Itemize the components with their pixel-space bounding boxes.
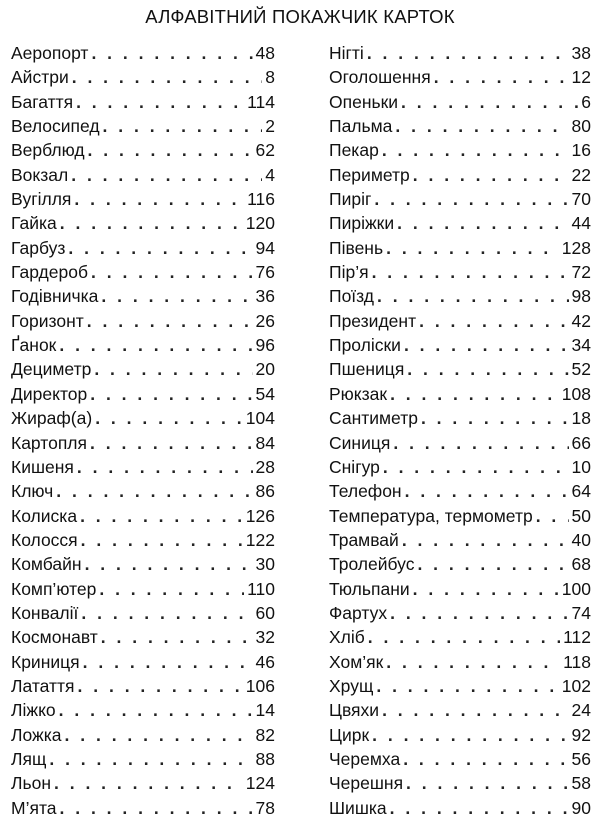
dot-leader: [81, 603, 252, 624]
dot-leader: [90, 433, 253, 454]
dot-leader: [376, 676, 558, 697]
entry-page-number: 48: [255, 43, 275, 63]
entry-word: Криниця: [11, 651, 80, 672]
dot-leader: [413, 579, 559, 600]
entry-page-number: 14: [255, 700, 275, 721]
entry-page-number: 64: [571, 481, 591, 502]
dot-leader: [74, 189, 244, 210]
index-entry: [11, 433, 275, 457]
entry-page-number: 52: [571, 359, 591, 380]
dot-leader: [404, 335, 569, 356]
dot-leader: [368, 627, 560, 648]
entry-page-number: 68: [571, 554, 591, 575]
entry-word: Тролейбус: [329, 554, 415, 575]
index-entry: [329, 335, 591, 359]
entry-word: Оголошення: [329, 67, 431, 88]
entry-word: Нігті: [329, 43, 364, 63]
index-entry: [11, 140, 275, 164]
entry-page-number: 128: [561, 237, 591, 258]
index-entry: [11, 652, 275, 676]
dot-leader: [382, 140, 569, 161]
index-entry: [329, 433, 591, 457]
index-entry: [329, 238, 591, 262]
index-entry: [11, 457, 275, 481]
entry-page-number: 40: [571, 529, 591, 550]
index-entry: [329, 286, 591, 310]
index-entry: [329, 457, 591, 481]
entry-page-number: 62: [255, 140, 275, 161]
dot-leader: [91, 43, 252, 64]
entry-page-number: 102: [561, 675, 591, 696]
entry-page-number: 42: [571, 310, 591, 331]
index-entry: [11, 238, 275, 262]
entry-word: Цвяхи: [329, 700, 380, 721]
entry-word: Пшениця: [329, 359, 405, 380]
entry-word: Кишеня: [11, 456, 74, 477]
entry-page-number: 2: [265, 116, 275, 137]
entry-page-number: 82: [255, 724, 275, 745]
entry-word: Пальма: [329, 116, 393, 137]
entry-word: Пір’я: [329, 262, 369, 283]
index-entry: [11, 749, 275, 773]
index-entry: [11, 311, 275, 335]
entry-page-number: 70: [571, 189, 591, 210]
entry-word: Картопля: [11, 432, 87, 453]
index-entry: [329, 408, 591, 432]
index-column-left: [11, 43, 275, 822]
entry-word: Трамвай: [329, 529, 399, 550]
dot-leader: [419, 311, 568, 332]
dot-leader: [71, 165, 262, 186]
entry-word: Колосся: [11, 529, 78, 550]
entry-word: Директор: [11, 383, 88, 404]
index-entry: [329, 798, 591, 822]
entry-page-number: 4: [265, 164, 275, 185]
entry-page-number: 100: [561, 578, 591, 599]
index-entry: [329, 140, 591, 164]
entry-word: Рюкзак: [329, 383, 388, 404]
dot-leader: [406, 773, 568, 794]
index-entry: [329, 481, 591, 505]
index-entry: [329, 311, 591, 335]
entry-page-number: 114: [247, 91, 275, 112]
entry-word: Телефон: [329, 481, 402, 502]
entry-word: Проліски: [329, 335, 401, 356]
dot-leader: [91, 262, 253, 283]
entry-word: Синиця: [329, 432, 391, 453]
dot-leader: [390, 603, 568, 624]
dot-leader: [54, 773, 243, 794]
entry-page-number: 26: [255, 310, 275, 331]
dot-leader: [49, 749, 252, 770]
entry-page-number: 78: [255, 797, 275, 818]
index-entry: [11, 554, 275, 578]
dot-leader: [59, 335, 252, 356]
dot-leader: [390, 798, 569, 819]
dot-leader: [78, 676, 243, 697]
entry-page-number: 38: [571, 43, 591, 63]
index-entry: [329, 67, 591, 91]
index-entry: [329, 773, 591, 797]
entry-page-number: 98: [571, 286, 591, 307]
entry-word: Ґанок: [11, 335, 57, 356]
dot-leader: [374, 189, 568, 210]
index-entry: [11, 189, 275, 213]
index-entry: [329, 603, 591, 627]
index-entry: [329, 165, 591, 189]
dot-leader: [81, 530, 243, 551]
index-entry: [11, 530, 275, 554]
index-entry: [11, 335, 275, 359]
entry-page-number: 24: [571, 700, 591, 721]
dot-leader: [382, 700, 568, 721]
entry-page-number: 80: [571, 116, 591, 137]
dot-leader: [101, 627, 253, 648]
entry-page-number: 90: [571, 797, 591, 818]
index-entry: [11, 506, 275, 530]
entry-page-number: 124: [245, 773, 275, 794]
dot-leader: [383, 457, 569, 478]
entry-page-number: 46: [255, 651, 275, 672]
dot-leader: [94, 359, 252, 380]
dot-leader: [72, 67, 263, 88]
entry-word: Гарбуз: [11, 237, 66, 258]
dot-leader: [417, 554, 568, 575]
index-entry: [11, 798, 275, 822]
index-entry: [11, 165, 275, 189]
dot-leader: [393, 433, 568, 454]
entry-word: Тюльпани: [329, 578, 410, 599]
dot-leader: [56, 481, 252, 502]
index-entry: [329, 189, 591, 213]
entry-word: Латаття: [11, 675, 75, 696]
dot-leader: [80, 506, 243, 527]
dot-leader: [65, 725, 253, 746]
entry-word: Льон: [11, 773, 51, 794]
entry-page-number: 92: [571, 724, 591, 745]
entry-word: Гардероб: [11, 262, 88, 283]
entry-word: Сантиметр: [329, 408, 418, 429]
entry-page-number: 20: [255, 359, 275, 380]
entry-word: Пиріг: [329, 189, 372, 210]
dot-leader: [536, 506, 569, 527]
entry-word: Периметр: [329, 164, 410, 185]
entry-page-number: 84: [255, 432, 275, 453]
entry-page-number: 8: [265, 67, 275, 88]
entry-word: Хліб: [329, 627, 365, 648]
index-entry: [329, 92, 591, 116]
entry-word: Багаття: [11, 91, 74, 112]
index-entry: [11, 579, 275, 603]
index-entry: [11, 725, 275, 749]
entry-word: Вокзал: [11, 164, 69, 185]
index-entry: [329, 530, 591, 554]
entry-word: Ложка: [11, 724, 62, 745]
dot-leader: [83, 652, 253, 673]
entry-word: Колиска: [11, 505, 78, 526]
entry-page-number: 54: [255, 383, 275, 404]
dot-leader: [88, 140, 253, 161]
entry-word: Пекар: [329, 140, 379, 161]
dot-leader: [59, 700, 253, 721]
entry-word: Вугілля: [11, 189, 72, 210]
entry-page-number: 126: [245, 505, 275, 526]
dot-leader: [413, 165, 569, 186]
entry-page-number: 94: [255, 237, 275, 258]
entry-word: Хом’як: [329, 651, 384, 672]
index-entry: [329, 749, 591, 773]
index-entry: [329, 627, 591, 651]
entry-page-number: 116: [247, 189, 275, 210]
dot-leader: [76, 92, 244, 113]
index-entry: [11, 603, 275, 627]
entry-page-number: 108: [561, 383, 591, 404]
entry-word: Горизонт: [11, 310, 84, 331]
entry-page-number: 104: [245, 408, 275, 429]
dot-leader: [434, 67, 569, 88]
entry-page-number: 30: [255, 554, 275, 575]
entry-word: Аеропорт: [11, 43, 89, 63]
entry-page-number: 60: [255, 602, 275, 623]
dot-leader: [421, 408, 569, 429]
index-entry: [329, 359, 591, 383]
entry-word: Верблюд: [11, 140, 85, 161]
dot-leader: [377, 286, 569, 307]
dot-leader: [60, 213, 243, 234]
index-entry: [11, 92, 275, 116]
index-column-right: [329, 43, 591, 822]
index-entry: [329, 554, 591, 578]
entry-page-number: 58: [571, 773, 591, 794]
index-entry: [329, 579, 591, 603]
entry-page-number: 36: [255, 286, 275, 307]
entry-word: М’ята: [11, 797, 57, 818]
index-entry: [11, 213, 275, 237]
entry-word: Конвалії: [11, 602, 79, 623]
entry-page-number: 10: [571, 456, 591, 477]
index-entry: [11, 286, 275, 310]
index-entry: [11, 481, 275, 505]
entry-word: Поїзд: [329, 286, 375, 307]
entry-word: Жираф(а): [11, 408, 93, 429]
dot-leader: [85, 554, 253, 575]
entry-word: Велосипед: [11, 116, 100, 137]
entry-page-number: 22: [571, 164, 591, 185]
index-entry: [329, 262, 591, 286]
index-entry: [11, 408, 275, 432]
dot-leader: [99, 579, 244, 600]
index-entry: [329, 506, 591, 530]
dot-leader: [390, 384, 559, 405]
dot-leader: [395, 116, 568, 137]
index-entry: [11, 262, 275, 286]
entry-word: Опеньки: [329, 91, 399, 112]
entry-word: Хрущ: [329, 675, 374, 696]
dot-leader: [372, 725, 568, 746]
dot-leader: [397, 213, 568, 234]
entry-page-number: 44: [571, 213, 591, 234]
dot-leader: [386, 238, 559, 259]
entry-word: Пиріжки: [329, 213, 395, 234]
entry-page-number: 86: [255, 481, 275, 502]
entry-word: Температура, термометр: [329, 505, 533, 526]
entry-page-number: 106: [245, 675, 275, 696]
dot-leader: [95, 408, 243, 429]
entry-word: Черешня: [329, 773, 404, 794]
index-entry: [11, 43, 275, 67]
entry-word: Півень: [329, 237, 384, 258]
index-entry: [329, 43, 591, 67]
entry-word: Комп’ютер: [11, 578, 97, 599]
entry-page-number: 118: [563, 651, 591, 672]
index-entry: [329, 725, 591, 749]
entry-page-number: 18: [571, 408, 591, 429]
entry-page-number: 6: [581, 91, 591, 112]
dot-leader: [103, 116, 263, 137]
index-entry: [329, 652, 591, 676]
entry-word: Айстри: [11, 67, 69, 88]
index-entry: [11, 384, 275, 408]
entry-word: Дециметр: [11, 359, 92, 380]
index-entry: [11, 359, 275, 383]
entry-page-number: 110: [247, 578, 275, 599]
dot-leader: [405, 481, 569, 502]
dot-leader: [402, 530, 569, 551]
index-entry: [11, 700, 275, 724]
entry-page-number: 50: [571, 505, 591, 526]
index-entry: [329, 213, 591, 237]
entry-page-number: 120: [245, 213, 275, 234]
index-entry: [11, 627, 275, 651]
entry-word: Годівничка: [11, 286, 99, 307]
entry-page-number: 74: [571, 602, 591, 623]
entry-word: Фартух: [329, 602, 388, 623]
page-title: АЛФАВІТНИЙ ПОКАЖЧИК КАРТОК: [145, 6, 455, 27]
entry-word: Шишка: [329, 797, 387, 818]
index-entry: [11, 773, 275, 797]
entry-word: Ліжко: [11, 700, 56, 721]
entry-word: Космонавт: [11, 627, 98, 648]
dot-leader: [68, 238, 252, 259]
index-entry: [329, 676, 591, 700]
dot-leader: [87, 311, 253, 332]
entry-word: Цирк: [329, 724, 370, 745]
dot-leader: [90, 384, 252, 405]
dot-leader: [367, 43, 569, 64]
dot-leader: [60, 798, 253, 819]
entry-page-number: 12: [571, 67, 591, 88]
entry-page-number: 28: [255, 456, 275, 477]
entry-page-number: 112: [563, 627, 591, 648]
dot-leader: [77, 457, 253, 478]
dot-leader: [101, 286, 252, 307]
entry-word: Президент: [329, 310, 417, 331]
index-entry: [11, 116, 275, 140]
entry-word: Комбайн: [11, 554, 82, 575]
index-entry: [11, 676, 275, 700]
entry-page-number: 122: [245, 529, 275, 550]
dot-leader: [407, 359, 568, 380]
entry-word: Лящ: [11, 748, 47, 769]
index-entry: [11, 67, 275, 91]
index-entry: [329, 700, 591, 724]
entry-word: Снігур: [329, 456, 380, 477]
index-entry: [329, 384, 591, 408]
entry-page-number: 16: [571, 140, 591, 161]
entry-page-number: 66: [571, 432, 591, 453]
entry-page-number: 56: [571, 748, 591, 769]
entry-page-number: 88: [255, 748, 275, 769]
entry-page-number: 34: [571, 335, 591, 356]
dot-leader: [386, 652, 560, 673]
dot-leader: [403, 749, 568, 770]
entry-page-number: 76: [255, 262, 275, 283]
entry-word: Черемха: [329, 748, 401, 769]
dot-leader: [401, 92, 578, 113]
entry-page-number: 96: [255, 335, 275, 356]
entry-word: Гайка: [11, 213, 57, 234]
entry-page-number: 72: [571, 262, 591, 283]
dot-leader: [372, 262, 569, 283]
entry-page-number: 32: [255, 627, 275, 648]
index-entry: [329, 116, 591, 140]
entry-word: Ключ: [11, 481, 54, 502]
